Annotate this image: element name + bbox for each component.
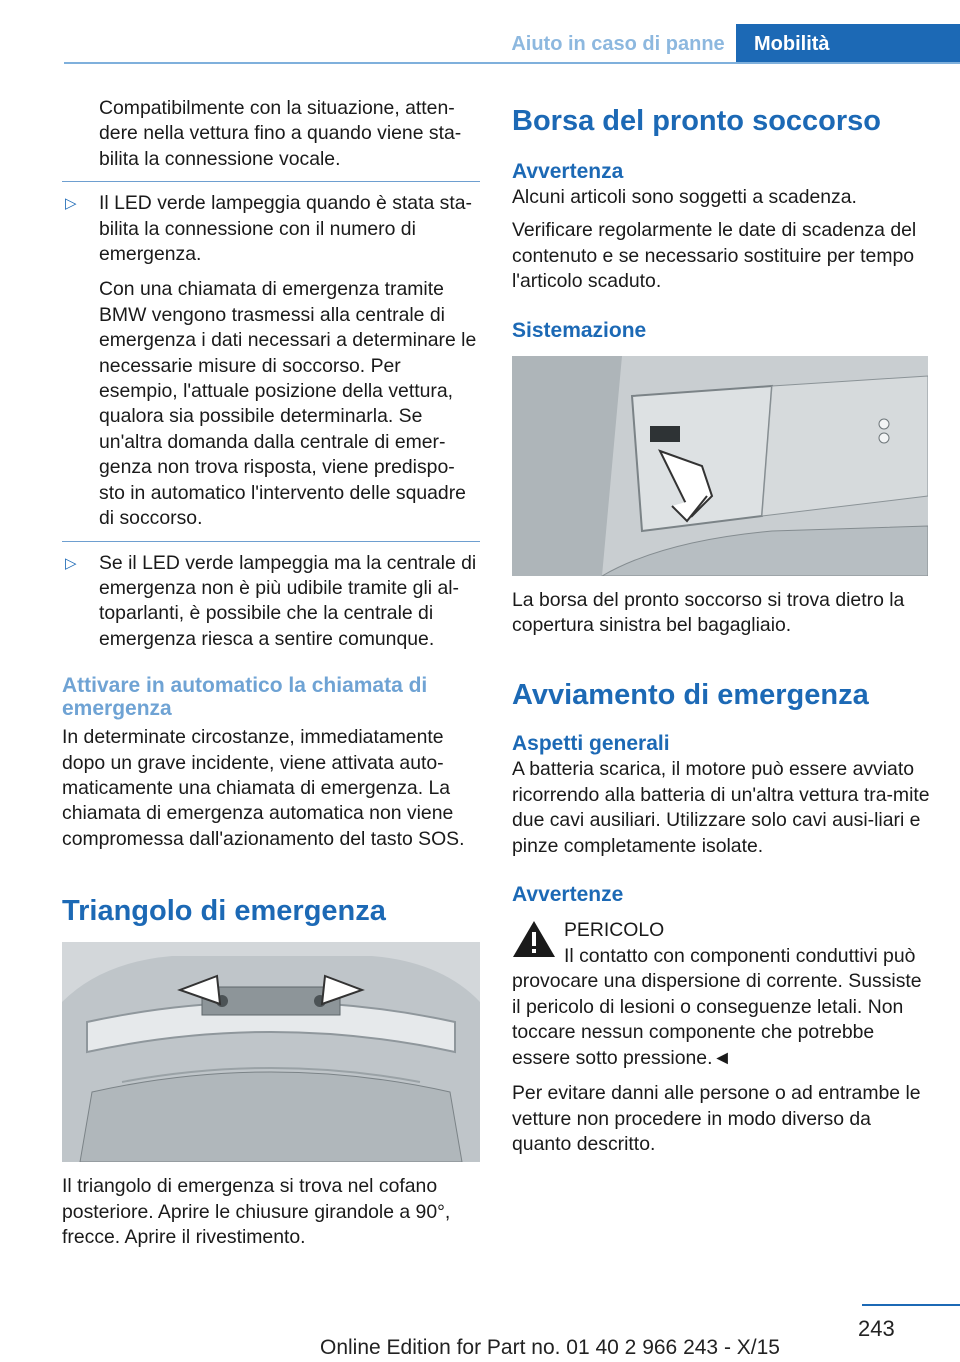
figure-trunk-triangle xyxy=(62,942,480,1162)
heading-auto-call: Attivare in automatico la chiamata di emergenza xyxy=(62,674,428,721)
danger-text: Il contatto con componenti conduttivi può provocare una dispersione di corrente. Sussiste il pericolo di lesioni o conseguenze letali. Non toccare nessun componente che potrebbe essere sotto pressione.◄ xyxy=(512,945,922,1069)
separator xyxy=(62,541,480,542)
paragraph-expiry: Alcuni articoli sono soggetti a scadenza. xyxy=(512,186,857,208)
bullet-continuation: Con una chiamata di emergenza tramite BMW vengono trasmessi alla centrale di emergenza i dati necessari a determinare le necessarie misure di soccorso. Per esempio, l'attuale posizione della vettura, qualora sia possibile determinarla. Se un'altra domanda dalla centrale di emer-genza non trova risposta, viene predispo-sto in automatico l'intervento delle squadre di soccorso. xyxy=(99,278,477,530)
trunk-triangle-illustration xyxy=(62,942,480,1162)
heading-warning: Avvertenza xyxy=(512,160,624,183)
left-column xyxy=(62,96,480,1250)
bullet-item xyxy=(62,191,480,531)
paragraph-jump-start: A batteria scarica, il motore può essere avviato ricorrendo alla batteria di un'altra vettura tra-mite due cavi ausiliari. Utilizzare solo cavi ausi-liari e pinze completamente isolate. xyxy=(512,758,930,857)
heading-triangle: Triangolo di emergenza xyxy=(62,895,386,928)
trunk-first-aid-illustration xyxy=(512,356,928,576)
paragraph-check-dates: Verificare regolarmente le date di scadenza del contenuto e se necessario sostituire per tempo l'articolo scaduto. xyxy=(512,219,917,293)
footer-rule xyxy=(862,1304,960,1306)
header-chapter-tab: Mobilità xyxy=(736,24,960,64)
danger-block xyxy=(512,918,932,1071)
danger-title: PERICOLO xyxy=(564,919,665,942)
header-rule xyxy=(64,62,960,64)
paragraph-avoid-damage: Per evitare danni alle persone o ad entrambe le vetture non procedere in modo diverso da quanto descritto. xyxy=(512,1082,921,1155)
warning-triangle-icon xyxy=(512,920,556,958)
bullet-text: Se il LED verde lampeggia ma la centrale di emergenza non è più udibile tramite gli al-toparlanti, è possibile che la centrale di emergenza riesca a sentire comunque. xyxy=(99,551,477,650)
paragraph-auto-call: In determinate circostanze, immediatamente dopo un grave incidente, viene attivata auto-maticamente una chiamata di emergenza. La chiamata di emergenza automatica non viene compromessa dall'azionamento del tasto SOS. xyxy=(62,726,465,850)
heading-jump-start: Avviamento di emergenza xyxy=(512,679,869,712)
header-section-tab: Aiuto in caso di panne xyxy=(511,33,725,55)
heading-warnings: Avvertenze xyxy=(512,883,624,907)
heading-general: Aspetti generali xyxy=(512,732,670,756)
heading-first-aid: Borsa del pronto soccorso xyxy=(512,105,882,137)
paragraph-triangle: Il triangolo di emergenza si trova nel cofano posteriore. Aprire le chiusure girandole a 90°, frecce. Aprire il rivestimento. xyxy=(62,1175,451,1248)
right-column xyxy=(512,104,932,1157)
bullet-arrow-icon: ▷ xyxy=(65,554,77,572)
bullet-arrow-icon: ▷ xyxy=(65,195,77,213)
separator xyxy=(62,181,480,182)
page-number: 243 xyxy=(858,1316,895,1341)
paragraph-connection: Compatibilmente con la situazione, atten-dere nella vettura fino a quando viene sta-bilita la connessione vocale. xyxy=(99,97,462,170)
footer-edition: Online Edition for Part no. 01 40 2 966 243 - X/15 xyxy=(320,1336,780,1359)
figure-first-aid-location xyxy=(512,356,928,576)
bullet-text: Il LED verde lampeggia quando è stata sta-bilita la connessione con il numero di emergenza. xyxy=(99,192,472,266)
heading-placement: Sistemazione xyxy=(512,318,647,342)
paragraph-first-aid-location: La borsa del pronto soccorso si trova dietro la copertura sinistra bel bagagliaio. xyxy=(512,588,905,637)
bullet-item xyxy=(62,551,480,653)
